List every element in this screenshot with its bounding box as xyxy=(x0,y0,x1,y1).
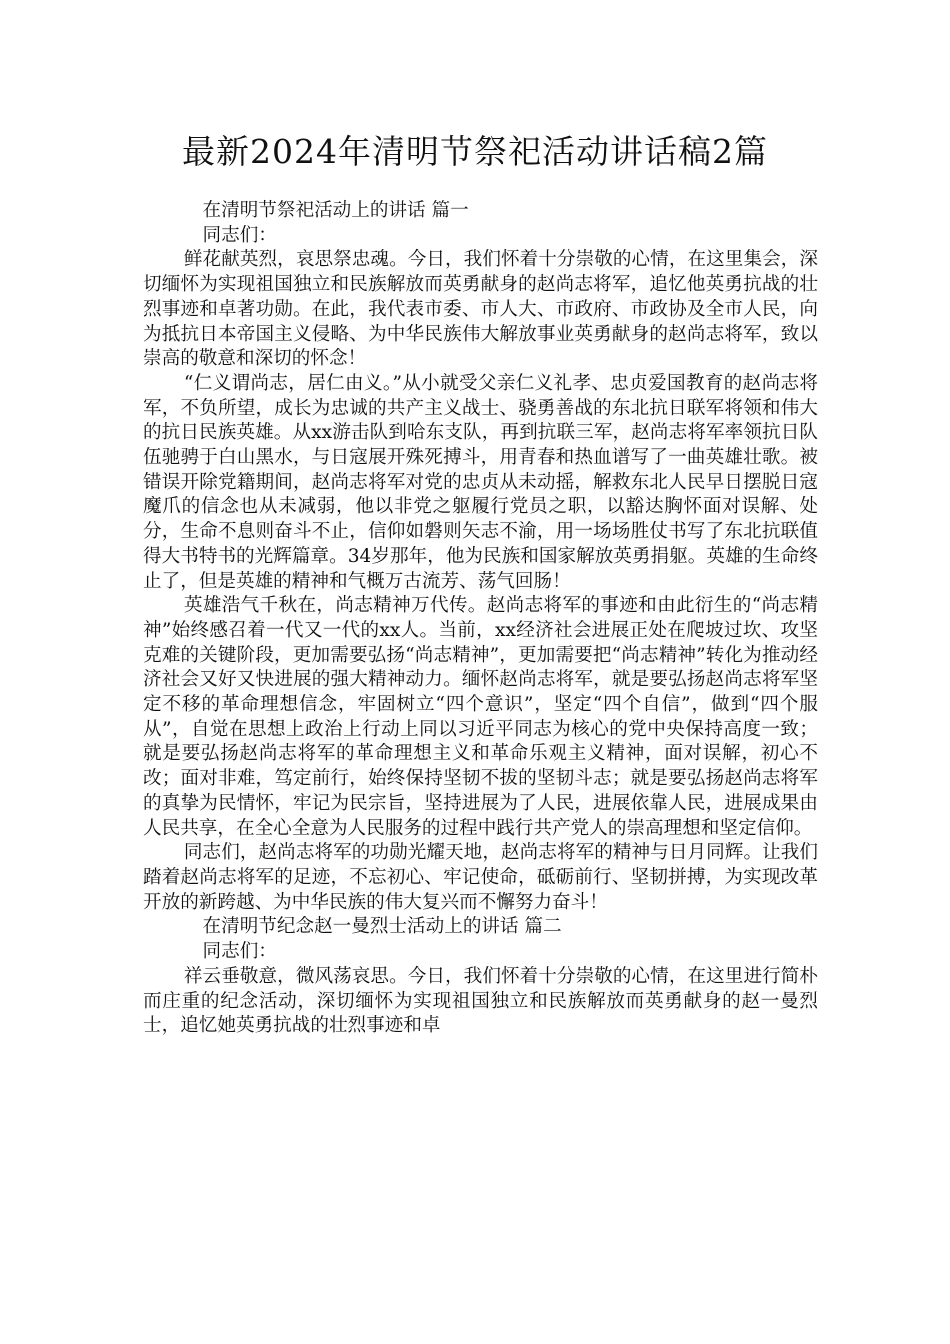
salutation-1: 同志们： xyxy=(202,224,277,246)
paragraph: 英雄浩气千秋在，尚志精神万代传。赵尚志将军的事迹和由此衍生的“尚志精神”始终感召着一代又一代的xx人。当前，xx经济社会进展正处在爬坡过坎、攻坚克难的关键阶段，更加需要弘扬“尚志精神”，更加需要把“尚志精神”转化为推动经济社会又好又快进展的强大精神动力。缅怀赵尚志将军，就是要弘扬赵尚志将军坚定不移的革命理想信念，牢固树立“四个意识”，坚定“四个自信”，做到“四个服从”，自觉在思想上政治上行动上同以习近平同志为核心的党中央保持高度一致；就是要弘扬赵尚志将军的革命理想主义和革命乐观主义精神，面对误解，初心不改；面对非难，笃定前行，始终保持坚韧不拔的坚韧斗志；就是要弘扬赵尚志将军的真挚为民情怀，牢记为民宗旨，坚持进展为了人民，进展依靠人民，进展成果由人民共享，在全心全意为人民服务的过程中践行共产党人的崇高理想和坚定信仰。 xyxy=(143,595,818,839)
section-heading-1: 在清明节祭祀活动上的讲话 篇一 xyxy=(202,200,469,221)
salutation-2: 同志们： xyxy=(202,941,277,963)
paragraph: 鲜花献英烈，哀思祭忠魂。今日，我们怀着十分崇敬的心情，在这里集会，深切缅怀为实现祖国独立和民族解放而英勇献身的赵尚志将军，追忆他英勇抗战的壮烈事迹和卓著功勋。在此，我代表市委、市人大、市政府、市政协及全市人民，向为抵抗日本帝国主义侵略、为中华民族伟大解放事业英勇献身的赵尚志将军，致以崇高的敬意和深切的怀念！ xyxy=(143,249,818,370)
paragraph: 祥云垂敬意，微风荡哀思。今日，我们怀着十分崇敬的心情，在这里进行简朴而庄重的纪念活动，深切缅怀为实现祖国独立和民族解放而英勇献身的赵一曼烈士，追忆她英勇抗战的壮烈事迹和卓 xyxy=(143,965,818,1037)
section-heading-2: 在清明节纪念赵一曼烈士活动上的讲话 篇二 xyxy=(202,916,562,938)
document-title: 最新2024年清明节祭祀活动讲话稿2篇 xyxy=(182,132,768,171)
paragraph: “仁义谓尚志，居仁由义。”从小就受父亲仁义礼孝、忠贞爱国教育的赵尚志将军，不负所望，成长为忠诚的共产主义战士、骁勇善战的东北抗日联军将领和伟大的抗日民族英雄。从xx游击队到哈东支队，再到抗联三军，赵尚志将军率领抗日队伍驰骋于白山黑水，与日寇展开殊死搏斗，用青春和热血谱写了一曲英雄壮歌。被错误开除党籍期间，赵尚志将军对党的忠贞从未动摇，解救东北人民早日摆脱日寇魔爪的信念也从未减弱，他以非党之躯履行党员之职，以豁达胸怀面对误解、处分，生命不息则奋斗不止，信仰如磐则矢志不渝，用一场场胜仗书写了东北抗联值得大书特书的光辉篇章。34岁那年，他为民族和国家解放英勇捐躯。英雄的生命终止了，但是英雄的精神和气概万古流芳、荡气回肠！ xyxy=(143,372,818,592)
paragraph: 同志们，赵尚志将军的功勋光耀天地，赵尚志将军的精神与日月同辉。让我们踏着赵尚志将军的足迹，不忘初心、牢记使命，砥砺前行、坚韧拼搏，为实现改革开放的新跨越、为中华民族的伟大复兴而不懈努力奋斗！ xyxy=(143,842,818,913)
document-body xyxy=(143,199,818,1039)
